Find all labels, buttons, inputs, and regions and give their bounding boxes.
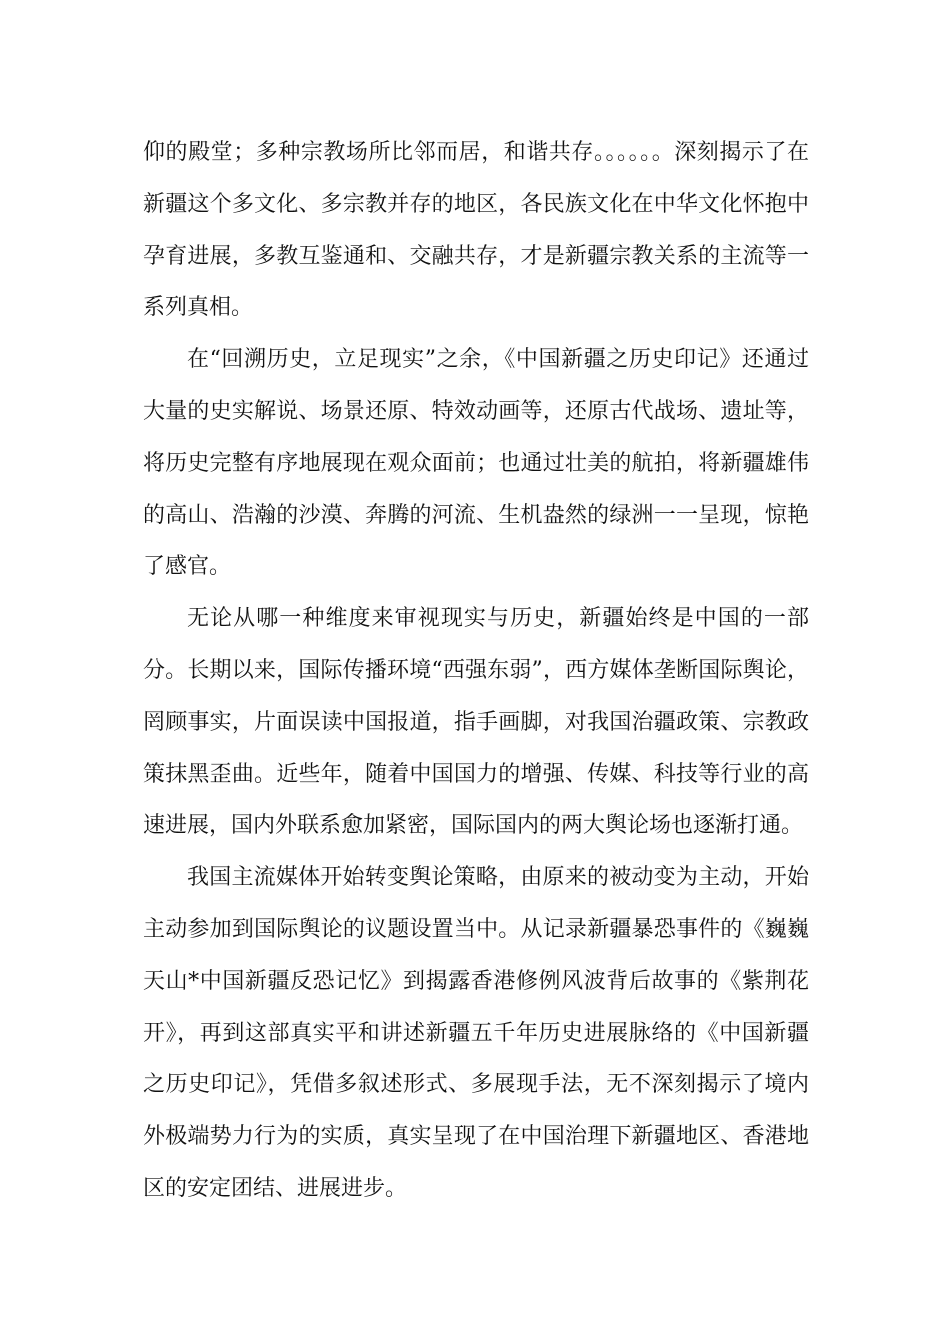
- paragraph-3: 无论从哪一种维度来审视现实与历史，新疆始终是中国的一部分。长期以来，国际传播环境“西强东弱”，西方媒体垄断国际舆论，罔顾事实，片面误读中国报道，指手画脚，对我国治疆政策、宗教政策抹黑歪曲。近些年，随着中国国力的增强、传媒、科技等行业的高速进展，国内外联系愈加紧密，国际国内的两大舆论场也逐渐打通。: [143, 606, 809, 839]
- paragraph-4: 我国主流媒体开始转变舆论策略，由原来的被动变为主动，开始主动参加到国际舆论的议题设置当中。从记录新疆暴恐事件的《巍巍天山*中国新疆反恐记忆》到揭露香港修例风波背后故事的《紫荆花开》，再到这部真实平和讲述新疆五千年历史进展脉络的《中国新疆之历史印记》，凭借多叙述形式、多展现手法，无不深刻揭示了境内外极端势力行为的实质，真实呈现了在中国治理下新疆地区、香港地区的安定团结、进展进步。: [143, 865, 809, 1201]
- paragraph-1: 仰的殿堂；多种宗教场所比邻而居，和谐共存。。。。。。深刻揭示了在新疆这个多文化、多宗教并存的地区，各民族文化在中华文化怀抱中孕育进展，多教互鉴通和、交融共存，才是新疆宗教关系的主流等一系列真相。: [143, 140, 809, 321]
- document-body: [143, 127, 809, 1215]
- paragraph-2: 在“回溯历史，立足现实”之余，《中国新疆之历史印记》还通过大量的史实解说、场景还原、特效动画等，还原古代战场、遗址等，将历史完整有序地展现在观众面前；也通过壮美的航拍，将新疆雄伟的高山、浩瀚的沙漠、奔腾的河流、生机盎然的绿洲一一呈现，惊艳了感官。: [143, 347, 809, 580]
